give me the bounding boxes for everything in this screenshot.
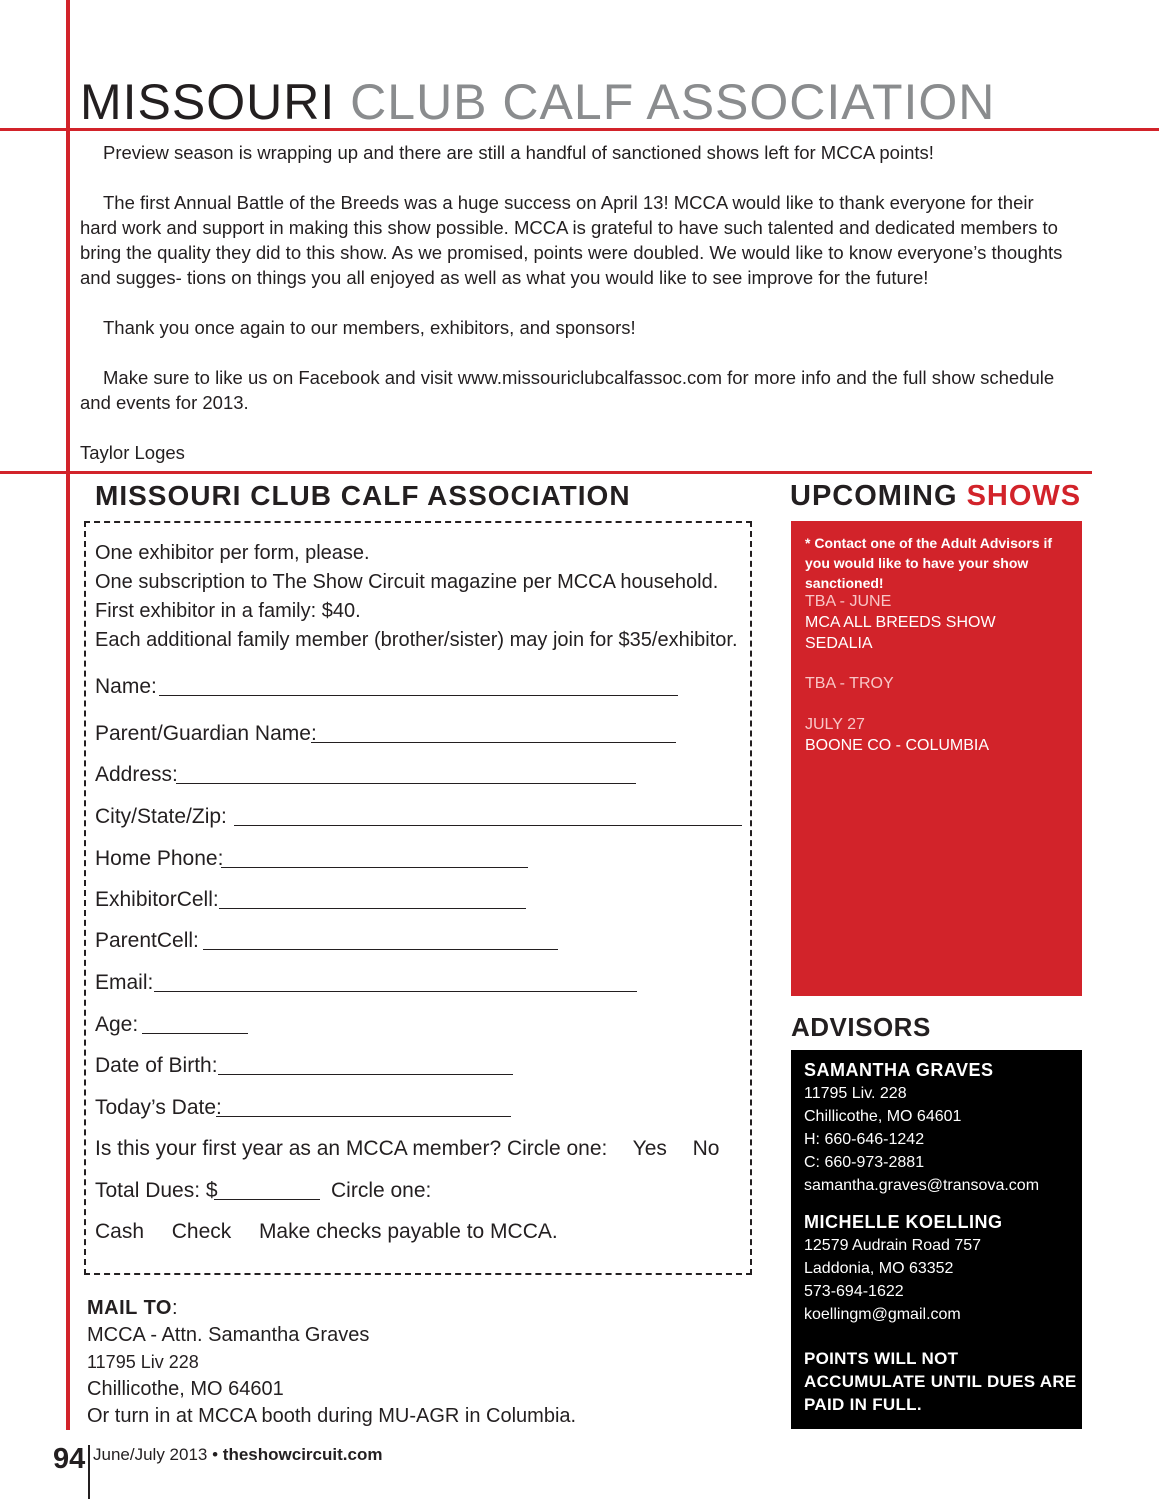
show-entry: [805, 714, 989, 756]
advisor-cell-phone: C: 660-973-2881: [804, 1154, 925, 1171]
email-blank[interactable]: [154, 991, 637, 992]
advisor-home-phone: H: 660-646-1242: [804, 1131, 925, 1148]
age-blank[interactable]: [142, 1033, 248, 1034]
cash-option[interactable]: Cash: [95, 1220, 145, 1243]
footer-issue-line: [93, 1445, 382, 1465]
show-location: SEDALIA: [805, 635, 873, 652]
mail-address-line: Chillicothe, MO 64601: [87, 1378, 284, 1400]
address-field: [95, 760, 178, 790]
advisor-address: 12579 Audrain Road 757: [804, 1237, 982, 1254]
intro-paragraph-2: The first Annual Battle of the Breeds was a huge success on April 13! MCCA would like to thank everyone for their hard work and support in making this show possible. MCCA is grateful to have such talented and dedicated members to bring the quality they did to this show. As we promised, points were doubled. We would like to know everyone’s thoughts and sugges- tions on things you all enjoyed as well as what you would like to see improve for the future!: [80, 192, 1063, 288]
name-label: Name:: [95, 675, 157, 698]
exhibitor-cell-field: [95, 885, 219, 915]
show-date: TBA - TROY: [805, 675, 894, 692]
form-instruction: One subscription to The Show Circuit magazine per MCCA household.: [95, 571, 719, 593]
show-name: MCA ALL BREEDS SHOW: [805, 614, 996, 631]
form-instruction: First exhibitor in a family: $40.: [95, 600, 361, 622]
intro-paragraph-4: Make sure to like us on Facebook and visit www.missouriclubcalfassoc.com for more info and the full show schedule and events for 2013.: [80, 367, 1055, 413]
dob-label: Date of Birth:: [95, 1054, 218, 1077]
payment-options: [95, 1217, 558, 1247]
show-entry: [805, 591, 996, 654]
upcoming-heading-part1: UPCOMING: [790, 480, 958, 512]
upcoming-heading-part2: SHOWS: [966, 480, 1082, 512]
sanction-note: * Contact one of the Adult Advisors if you would like to have your show sanctioned!: [805, 535, 1053, 591]
dues-warning: [804, 1347, 1082, 1416]
advisor-address: 11795 Liv. 228: [804, 1085, 907, 1102]
advisor-name: MICHELLE KOELLING: [804, 1212, 1003, 1232]
mail-to-colon: :: [171, 1297, 178, 1319]
mail-address-line: 11795 Liv 228: [87, 1352, 199, 1372]
home-phone-field: [95, 844, 223, 874]
show-date: TBA - JUNE: [805, 593, 892, 610]
form-instruction: One exhibitor per form, please.: [95, 542, 370, 564]
dob-field: [95, 1051, 218, 1081]
intro-paragraph-1: Preview season is wrapping up and there are still a handful of sanctioned shows left for MCCA points!: [103, 142, 934, 163]
today-date-blank[interactable]: [216, 1116, 511, 1117]
footer-bullet: •: [212, 1445, 219, 1464]
page-title-part2: CLUB CALF ASSOCIATION: [350, 74, 996, 130]
yes-option[interactable]: Yes: [632, 1137, 667, 1160]
address-blank[interactable]: [176, 783, 636, 784]
advisor-email[interactable]: samantha.graves@transova.com: [804, 1177, 1040, 1194]
advisor-card: [804, 1211, 1003, 1326]
mail-booth-note: Or turn in at MCCA booth during MU-AGR in Columbia.: [87, 1405, 577, 1427]
page-title-part1: MISSOURI: [80, 74, 336, 130]
parent-cell-blank[interactable]: [203, 949, 558, 950]
guardian-field: [95, 719, 317, 749]
dues-warning-period: .: [916, 1395, 922, 1414]
name-blank[interactable]: [159, 695, 678, 696]
intro-paragraph-3: Thank you once again to our members, exhibitors, and sponsors!: [103, 317, 636, 338]
mail-to-heading: MAIL TO: [87, 1297, 172, 1319]
age-label: Age:: [95, 1013, 139, 1036]
upcoming-shows-heading: [790, 480, 1081, 513]
advisor-name: SAMANTHA GRAVES: [804, 1060, 994, 1080]
no-option[interactable]: No: [692, 1137, 720, 1160]
advisors-heading: ADVISORS: [791, 1012, 931, 1042]
name-field: [95, 672, 157, 702]
age-field: [95, 1010, 138, 1040]
first-year-question: [95, 1134, 719, 1164]
magazine-website: theshowcircuit.com: [222, 1445, 383, 1464]
exhibitor-cell-label: ExhibitorCell:: [95, 888, 219, 911]
total-dues-blank[interactable]: [214, 1199, 320, 1200]
total-dues-field: [95, 1176, 432, 1206]
form-instructions: [95, 539, 738, 655]
guardian-blank[interactable]: [311, 742, 676, 743]
first-year-question-text: Is this your first year as an MCCA member? Circle one:: [95, 1137, 608, 1160]
exhibitor-cell-blank[interactable]: [219, 908, 526, 909]
parent-cell-field: [95, 926, 199, 956]
today-date-label: Today’s Date:: [95, 1096, 222, 1119]
email-field: [95, 968, 153, 998]
total-dues-label: Total Dues: $: [95, 1179, 218, 1202]
form-instruction: Each additional family member (brother/sister) may join for $35/exhibitor.: [95, 629, 738, 651]
advisor-city: Chillicothe, MO 64601: [804, 1108, 962, 1125]
dues-warning-text: POINTS WILL NOT ACCUMULATE UNTIL DUES ARE PAID IN FULL: [804, 1349, 1077, 1414]
advisor-email[interactable]: koellingm@gmail.com: [804, 1306, 961, 1323]
page-number: 94: [53, 1443, 86, 1475]
middle-red-rule: [0, 471, 1092, 474]
city-blank[interactable]: [234, 825, 742, 826]
parent-cell-label: ParentCell:: [95, 929, 199, 952]
city-field: [95, 802, 227, 832]
mail-address-line: MCCA - Attn. Samantha Graves: [87, 1324, 370, 1346]
advisor-phone: 573-694-1622: [804, 1283, 904, 1300]
address-label: Address:: [95, 763, 178, 786]
city-label: City/State/Zip:: [95, 805, 227, 828]
show-name: BOONE CO - COLUMBIA: [805, 737, 990, 754]
email-label: Email:: [95, 971, 154, 994]
guardian-label: Parent/Guardian Name:: [95, 722, 317, 745]
advisors-panel: [791, 1050, 1082, 1429]
check-option[interactable]: Check: [171, 1220, 232, 1243]
dob-blank[interactable]: [218, 1074, 513, 1075]
advisor-city: Laddonia, MO 63352: [804, 1260, 954, 1277]
intro-article: [80, 140, 1075, 465]
advisor-card: [804, 1059, 1039, 1197]
page-title: [80, 72, 995, 132]
footer-divider: [88, 1445, 90, 1499]
issue-date: June/July 2013: [93, 1445, 208, 1464]
home-phone-label: Home Phone:: [95, 847, 224, 870]
form-title: MISSOURI CLUB CALF ASSOCIATION: [95, 480, 631, 511]
home-phone-blank[interactable]: [221, 867, 528, 868]
author-signature: Taylor Loges: [80, 442, 185, 463]
today-date-field: [95, 1093, 222, 1123]
payment-circle-label: Circle one:: [331, 1179, 432, 1202]
show-entry: [805, 673, 894, 694]
upcoming-shows-panel: [791, 521, 1082, 996]
left-red-rule: [66, 0, 70, 1430]
mail-to-block: [87, 1295, 576, 1430]
show-date: JULY 27: [805, 716, 865, 733]
checks-payable-note: Make checks payable to MCCA.: [258, 1220, 558, 1243]
